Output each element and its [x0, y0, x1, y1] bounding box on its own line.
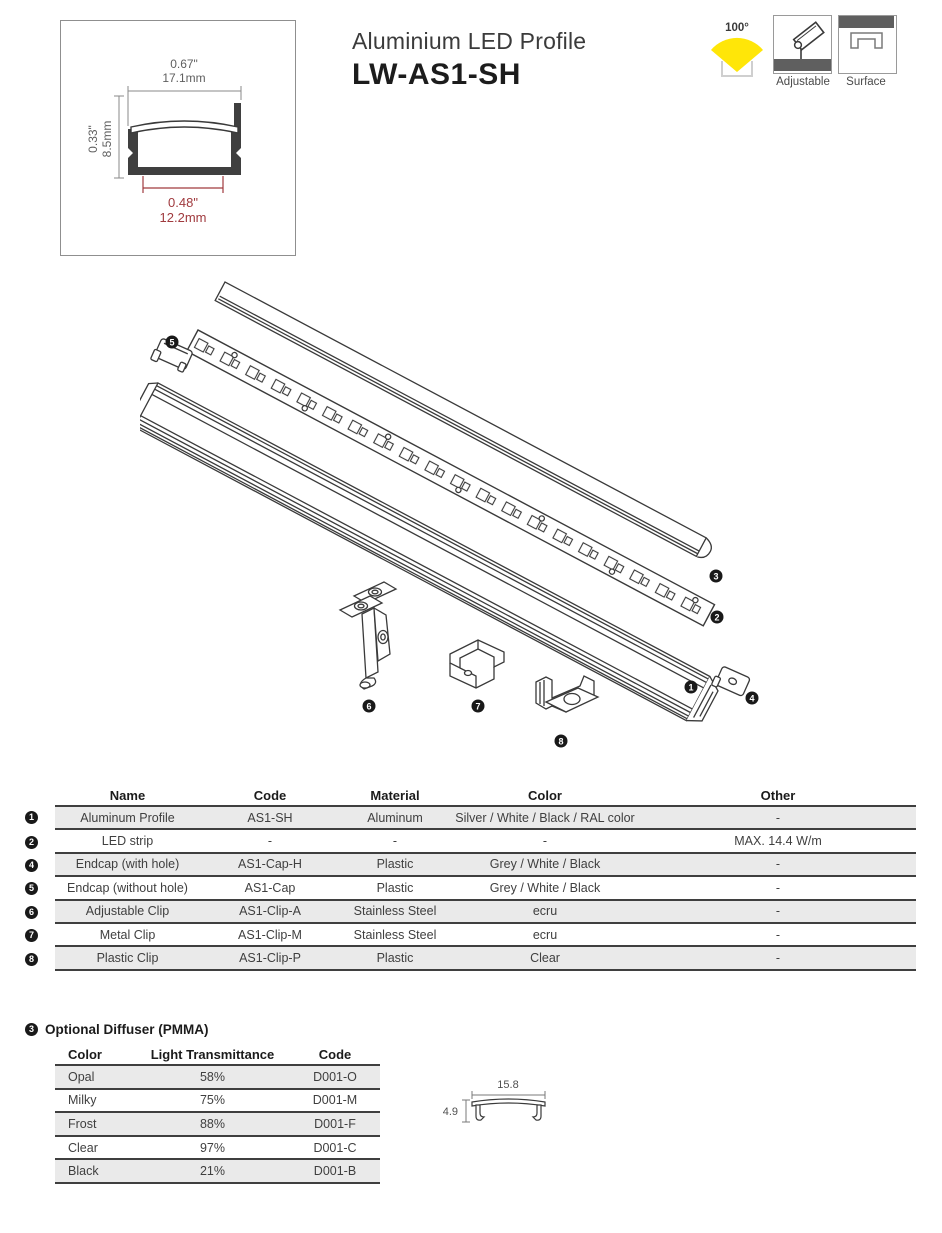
cell-material: Plastic [376, 857, 414, 872]
height-dim-mm: 8.5mm [100, 120, 114, 158]
cell-material: Plastic [376, 880, 414, 895]
cell-name: Metal Clip [99, 927, 156, 942]
marker-2: 2 [714, 612, 720, 623]
beam-angle-label: 100° [725, 22, 749, 34]
cell-color: Grey / White / Black [489, 880, 601, 895]
inner-dim-inches: 0.48" [168, 195, 198, 210]
cell-other: - [775, 927, 781, 942]
cell-other: MAX. 14.4 W/m [734, 834, 822, 849]
table-row [25, 1090, 380, 1114]
cell-material: Stainless Steel [353, 904, 437, 919]
cell-transmittance: 21% [199, 1164, 226, 1179]
diffuser-table-header [25, 1044, 380, 1064]
diffuser-table [25, 1044, 380, 1184]
cell-code: D001-C [313, 1140, 357, 1155]
icon-base-bar [774, 59, 831, 71]
diffuser-arc [131, 121, 238, 133]
cross-section-diagram [61, 21, 295, 255]
diffuser-height-dim: 4.9 [442, 1106, 458, 1118]
cell-color: Silver / White / Black / RAL color [455, 810, 635, 825]
table-row [25, 947, 916, 970]
marker-5: 5 [169, 337, 175, 348]
col-header-material: Material [370, 788, 420, 803]
table-row [25, 877, 916, 900]
cell-color: - [542, 834, 548, 849]
table-row [25, 830, 916, 853]
cell-other: - [775, 857, 781, 872]
cell-transmittance: 75% [199, 1093, 226, 1108]
width-dim-inches: 0.67" [170, 57, 198, 71]
icon-top-bar [839, 16, 894, 28]
cell-code: D001-O [313, 1069, 357, 1084]
row-bullet: 1 [25, 811, 38, 824]
height-dim-inches: 0.33" [86, 125, 100, 153]
cell-code: AS1-Clip-M [238, 927, 302, 942]
inner-dim-mm: 12.2mm [159, 210, 207, 225]
diffuser-cross-section-drawing [430, 1072, 610, 1142]
cell-material: Plastic [376, 951, 414, 966]
exploded-view-diagram [140, 260, 940, 760]
cell-code: D001-F [314, 1116, 356, 1131]
row-bullet: 8 [25, 953, 38, 966]
surface-icon [838, 15, 897, 74]
page-title: LW-AS1-SH [352, 58, 521, 91]
cell-code: AS1-Clip-P [239, 951, 301, 966]
diffuser-profile-shape [472, 1099, 545, 1120]
diffuser-bullet: 3 [25, 1023, 38, 1036]
table-row [25, 805, 916, 830]
cell-color: ecru [532, 904, 558, 919]
cell-other: - [775, 810, 781, 825]
table-row [25, 1137, 380, 1161]
row-bullet: 6 [25, 906, 38, 919]
width-dim-mm: 17.1mm [162, 71, 206, 85]
marker-4: 4 [749, 693, 755, 704]
cell-code: AS1-SH [247, 810, 293, 825]
cell-code: AS1-Cap [244, 880, 296, 895]
table-row [25, 1064, 380, 1090]
pivot-circle [795, 42, 802, 49]
cell-color: Clear [530, 951, 560, 966]
page-subtitle: Aluminium LED Profile [352, 28, 587, 54]
cell-transmittance: 58% [199, 1069, 226, 1084]
row-bullet: 5 [25, 882, 38, 895]
cell-name: LED strip [101, 834, 154, 849]
cell-color: Milky [68, 1093, 97, 1108]
marker-7: 7 [475, 701, 481, 712]
cell-color: Grey / White / Black [489, 857, 601, 872]
cell-code: AS1-Clip-A [239, 904, 301, 919]
cell-color: Clear [68, 1140, 98, 1155]
cell-transmittance: 97% [199, 1140, 226, 1155]
row-bullet: 7 [25, 929, 38, 942]
beam-angle-icon [700, 18, 774, 84]
cell-name: Aluminum Profile [80, 810, 175, 825]
table-row [25, 854, 916, 877]
cell-transmittance: 88% [199, 1116, 226, 1131]
table-row [25, 901, 916, 924]
diffuser-width-dim: 15.8 [497, 1079, 519, 1091]
cell-material: - [392, 834, 398, 849]
table-row [25, 1160, 380, 1184]
cell-material: Aluminum [367, 810, 423, 825]
cell-code: D001-M [312, 1093, 358, 1108]
cell-other: - [775, 880, 781, 895]
width-dimension-line [128, 86, 241, 126]
marker-6: 6 [366, 701, 372, 712]
col-header-transmittance: Light Transmittance [150, 1046, 275, 1062]
cell-name: Adjustable Clip [85, 904, 170, 919]
row-bullet: 2 [25, 836, 38, 849]
marker-3: 3 [713, 571, 719, 582]
cell-color: ecru [532, 927, 558, 942]
beam-wedge [711, 38, 763, 72]
marker-8: 8 [558, 736, 564, 747]
adjustable-label: Adjustable [776, 76, 830, 88]
col-header-code: Code [318, 1046, 352, 1062]
inner-dimension-line [143, 176, 223, 193]
cell-color: Frost [68, 1116, 97, 1131]
cell-color: Opal [68, 1069, 95, 1084]
table-row [25, 1113, 380, 1137]
row-bullet: 4 [25, 859, 38, 872]
cell-name: Endcap (with hole) [75, 857, 180, 872]
parts-table-header [25, 786, 916, 805]
diffuser-strip [215, 282, 715, 561]
cell-code: D001-B [313, 1164, 357, 1179]
surface-label: Surface [846, 76, 886, 88]
cell-code: - [267, 834, 273, 849]
aluminum-profile [140, 379, 722, 727]
diffuser-section-heading [25, 1022, 209, 1037]
adjustable-clip [340, 582, 396, 689]
plastic-clip [536, 676, 598, 712]
cell-material: Stainless Steel [353, 927, 437, 942]
col-header-color: Color [528, 788, 562, 803]
cross-section-box [60, 20, 296, 256]
col-header-name: Name [109, 788, 146, 803]
cell-name: Plastic Clip [96, 951, 159, 966]
col-header-other: Other [760, 788, 796, 803]
adjustable-icon [773, 15, 832, 74]
cell-other: - [775, 951, 781, 966]
marker-1: 1 [688, 682, 694, 693]
parts-table [25, 786, 916, 971]
cell-name: Endcap (without hole) [67, 880, 188, 895]
metal-clip [450, 640, 504, 688]
table-row [25, 924, 916, 947]
cell-other: - [775, 904, 781, 919]
profile-cross-section [128, 103, 241, 175]
cell-color: Black [68, 1164, 99, 1179]
diffuser-section-title: Optional Diffuser (PMMA) [45, 1022, 209, 1037]
surface-profile-outline [851, 33, 882, 48]
height-dimension-line [114, 96, 124, 178]
cell-code: AS1-Cap-H [238, 857, 302, 872]
col-header-color: Color [68, 1046, 102, 1062]
col-header-code: Code [253, 788, 287, 803]
